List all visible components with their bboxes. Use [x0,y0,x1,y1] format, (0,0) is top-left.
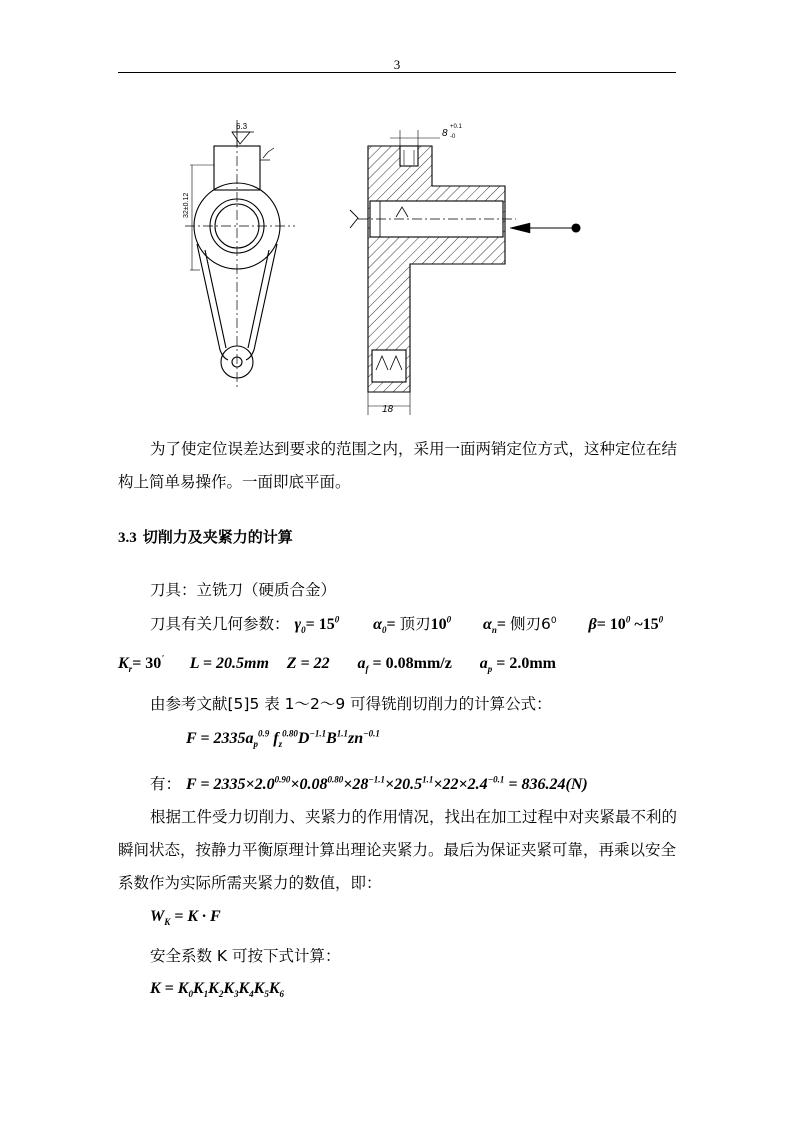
geometry-label: 刀具有关几何参数： [150,615,290,633]
roughness-label: 6.3 [236,122,248,131]
formula-safety-k: $K = K_0K_1K_2K_3K_4K_5K_6$ [150,980,284,1000]
thickness-label: 18 [382,404,394,415]
part-drawing-figure [150,110,610,425]
have-label: 有： [150,775,182,793]
page-number: 3 [393,57,401,72]
dim-32-label: 32±0.12 [183,192,190,218]
header-rule [118,72,676,73]
slot-tol-lower: -0 [450,134,456,140]
param-Z: Z = 22 [286,655,330,672]
section-title: 切削力及夹紧力的计算 [142,528,293,546]
param-ap: $a_p = 2.0mm$ [479,655,557,675]
slot-tol-upper: +0.1 [450,124,462,130]
section-number: 3.3 [118,530,137,546]
formula-force-computed: $F = 2335\times 2.0^{0.90}\times 0.08^{0.80}\times 28^{-1.1}\times 20.5^{1.1}\times 22\times 2.4^{-0.1} = 836.24(N)$ [185,774,588,793]
safety-line: 安全系数 K 可按下式计算： [150,947,341,965]
slot-width-label: 8 [442,128,448,139]
param-alpha0: $\alpha_0=$ [373,616,400,636]
paragraph-locating: 为了使定位误差达到要求的范围之内，采用一面两销定位方式，这种定位在结构上简单易操作。一面即底平面。 [118,440,678,491]
right-view [350,130,580,415]
reference-line: 由参考文献[5]5 表 1～2～9 可得铣削切削力的计算公式： [150,695,552,713]
cutter-params-line [118,654,556,673]
param-beta: $\beta= 10^0$ $\sim 15^0$ [588,614,664,633]
paragraph-clamping: 根据工件受力切削力、夹紧力的作用情况，找出在加工过程中对夹紧最不利的瞬间状态，按静力平衡原理计算出理论夹紧力。最后为保证夹紧可靠，再乘以安全系数作为实际所需夹紧力的数值，即： [118,808,678,892]
geometry-params-line: 刀具有关几何参数： $\gamma_0= 15^0$ $\alpha_0=$ 顶刃$10^0$ $\alpha_n=$ 侧刃$6^0$ $\beta= 10^0$ $\sim 15^0$ [150,614,664,636]
param-gamma0: $\gamma_0= 15^0$ [294,614,340,636]
param-alphan: $\alpha_n=$ [482,616,510,636]
section-heading [118,526,293,547]
formula-clamp: $W_K = K \cdot F$ [150,908,221,928]
left-view [185,120,295,390]
tool-line: 刀具：立铣刀（硬质合金） [150,581,337,599]
param-af: $a_f = 0.08mm/z$ [357,655,452,675]
param-kr: $K_r= 30'$ [118,653,164,675]
formula-force-computed-line [150,772,588,794]
formula-force-general: $F = 2335a_p^{0.9}$ $f_z^{0.80}D^{-1.1}B^{1.1}zn^{-0.1}$ [186,728,380,750]
param-L: L = 20.5mm [189,655,269,672]
